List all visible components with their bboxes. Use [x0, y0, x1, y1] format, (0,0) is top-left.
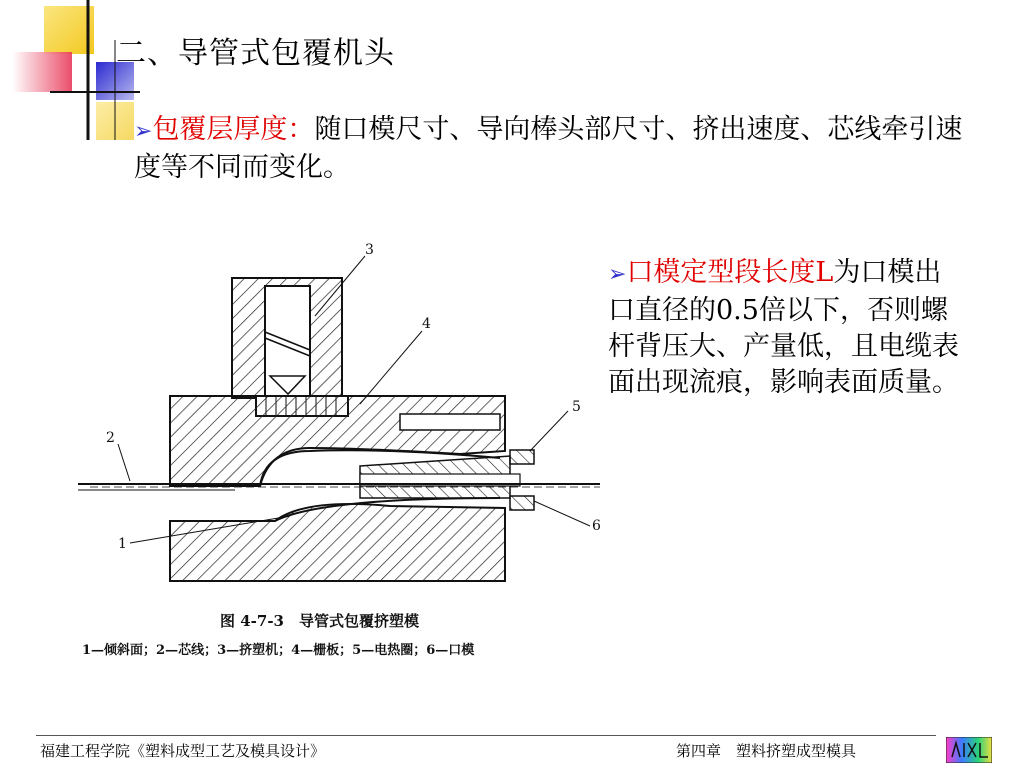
slide-title: 二、导管式包覆机头: [116, 36, 395, 71]
guide-tube: [360, 456, 520, 498]
callout-1: 1: [118, 536, 127, 552]
bullet-coating-thickness: [134, 112, 964, 186]
callout-2: 2: [106, 430, 115, 446]
bullet-emphasis: 口模定型段长度L: [626, 257, 834, 288]
bullet-arrow-icon: ➢: [134, 119, 153, 144]
bullet-arrow-icon: ➢: [608, 262, 627, 287]
callout-3: 3: [365, 242, 374, 258]
callout-5: 5: [572, 399, 581, 415]
callout-6: 6: [592, 518, 601, 534]
core-wire: [78, 484, 600, 490]
figure-caption: 图 4-7-3 导管式包覆挤塑模: [220, 612, 419, 630]
bullet-emphasis: 包覆层厚度：: [152, 114, 315, 145]
extrusion-die-diagram: [60, 236, 620, 670]
footer-chapter: 第四章 塑料挤塑成型模具: [676, 742, 857, 760]
footer-course: 福建工程学院《塑料成型工艺及模具设计》: [40, 742, 326, 760]
bullet-text: 随口模尺寸、导向棒头部尺寸、挤出速度、芯线牵引速度等不同而变化。: [134, 114, 963, 183]
footer-divider: [36, 735, 936, 736]
callout-4: 4: [422, 316, 431, 332]
extruder-barrel: [232, 278, 342, 398]
bullet-text: 为口模出口直径的0.5倍以下，否则螺杆背压大、产量低，且电缆表面出现流痕，影响表面质量。: [608, 257, 959, 398]
footer-logo-icon: [946, 737, 992, 763]
figure-legend: 1—倾斜面；2—芯线；3—挤塑机；4—栅板；5—电热圈；6—口模: [82, 643, 475, 658]
bullet-die-land-length: [608, 255, 968, 401]
